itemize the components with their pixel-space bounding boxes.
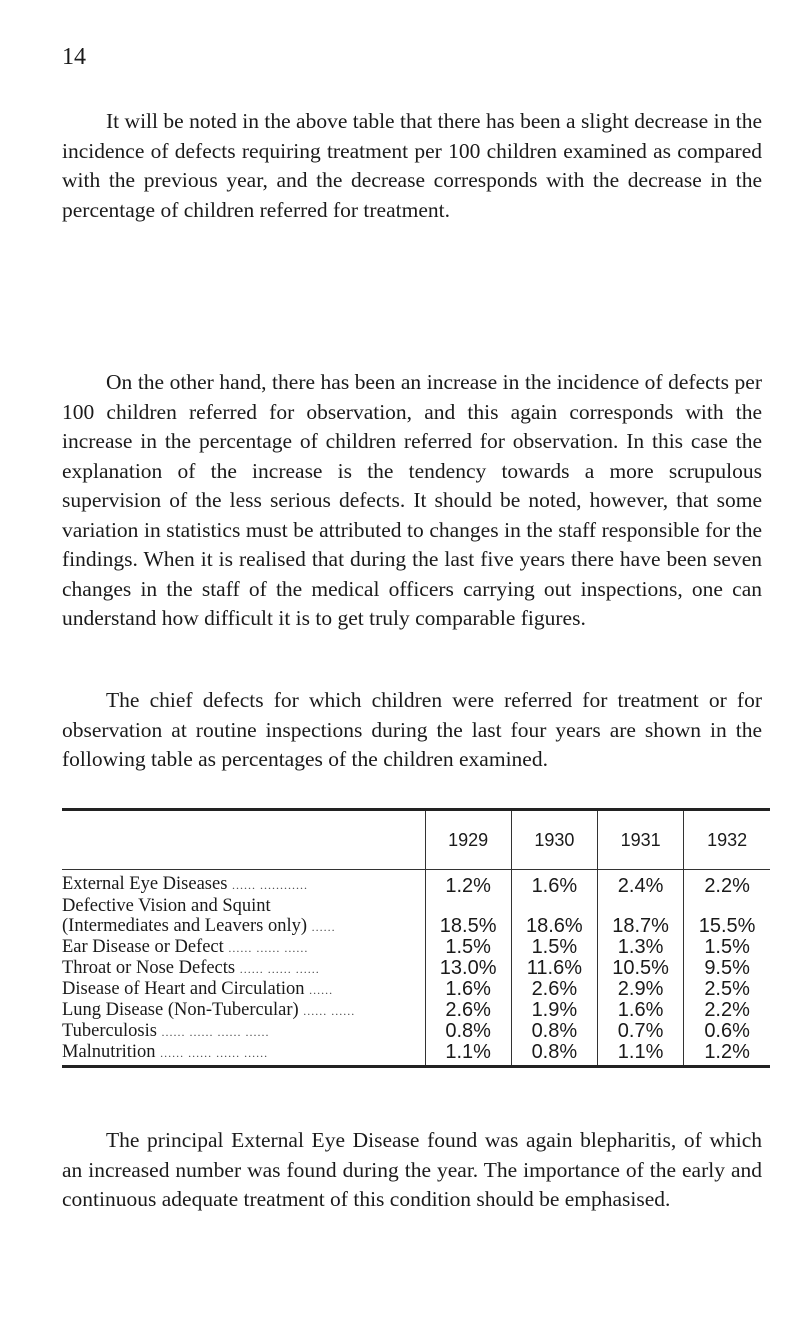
row-label-text: Disease of Heart and Circulation [62, 979, 305, 999]
cell-percentage: 0.6% [684, 1021, 770, 1042]
cell-percentage: 2.6% [511, 979, 597, 1000]
cell-percentage: 2.6% [425, 1000, 511, 1021]
defects-table-container [62, 808, 770, 1068]
row-label [62, 1042, 425, 1067]
paragraph-table-intro: The chief defects for which children were referred for treatment or for observation at routine inspections during the last four years are shown in the following table as percentages of the children examined. [62, 688, 762, 771]
cell-percentage: 2.5% [684, 979, 770, 1000]
header-year: 1932 [684, 810, 770, 870]
cell-percentage: 1.9% [511, 1000, 597, 1021]
table-row [62, 870, 770, 897]
cell-percentage: 1.6% [425, 979, 511, 1000]
page-number: 14 [62, 44, 86, 70]
row-label [62, 979, 425, 1000]
row-label [62, 1000, 425, 1021]
row-label [62, 870, 425, 897]
cell-percentage: 13.0% [425, 958, 511, 979]
paragraph-defects-treatment: It will be noted in the above table that there has been a slight decrease in the incidence of defects requiring treatment per 100 children examined as compared with the previous year, and the decrease corresponds with the decrease in the percentage of children referred for treatment. [62, 109, 762, 222]
leader-dots: ...... [309, 983, 334, 997]
table-row [62, 937, 770, 958]
row-label [62, 958, 425, 979]
cell-percentage [511, 896, 597, 916]
cell-percentage: 18.7% [597, 916, 683, 937]
cell-percentage: 2.4% [597, 870, 683, 897]
cell-percentage [597, 896, 683, 916]
leader-dots: ...... [311, 920, 336, 934]
cell-percentage: 2.2% [684, 870, 770, 897]
cell-percentage: 1.2% [425, 870, 511, 897]
leader-dots: ...... ...... [303, 1004, 356, 1018]
leader-dots: ...... ...... ...... ...... [161, 1025, 270, 1039]
leader-dots: ...... ............ [232, 878, 309, 892]
cell-percentage: 0.7% [597, 1021, 683, 1042]
header-blank [62, 810, 425, 870]
cell-percentage: 18.5% [425, 916, 511, 937]
cell-percentage: 1.5% [511, 937, 597, 958]
table-row [62, 1000, 770, 1021]
row-label-text: Ear Disease or Defect [62, 937, 224, 957]
row-label [62, 1021, 425, 1042]
leader-dots: ...... ...... ...... ...... [160, 1046, 269, 1060]
row-label-text: Throat or Nose Defects [62, 958, 236, 978]
leader-dots: ...... ...... ...... [228, 941, 309, 955]
table-header-row [62, 810, 770, 870]
cell-percentage: 18.6% [511, 916, 597, 937]
cell-percentage [684, 896, 770, 916]
header-year: 1929 [425, 810, 511, 870]
cell-percentage: 1.1% [597, 1042, 683, 1067]
table-row [62, 979, 770, 1000]
table-body [62, 870, 770, 1067]
cell-percentage: 1.6% [511, 870, 597, 897]
cell-percentage: 15.5% [684, 916, 770, 937]
cell-percentage [425, 896, 511, 916]
cell-percentage: 0.8% [425, 1021, 511, 1042]
row-label-text: Tuberculosis [62, 1021, 157, 1041]
cell-percentage: 10.5% [597, 958, 683, 979]
row-label [62, 916, 425, 937]
cell-percentage: 1.3% [597, 937, 683, 958]
row-label-text: Lung Disease (Non-Tubercular) [62, 1000, 299, 1020]
row-label-text: Malnutrition [62, 1042, 156, 1062]
paragraph-defects-observation: On the other hand, there has been an increase in the incidence of defects per 100 children referred for observation, and this again corresponds with the increase in the percentage of children referred for observation. In this case the explanation of the increase is the tendency towards a more scrupulous supervision of the less serious defects. It should be noted, however, that some variation in statistics must be attributed to changes in the staff responsible for the findings. When it is realised that during the last five years there have been seven changes in the staff of the medical officers carrying out inspections, one can understand how difficult it is to get truly comparable figures. [62, 370, 762, 630]
header-year: 1930 [511, 810, 597, 870]
cell-percentage: 1.5% [684, 937, 770, 958]
table-row [62, 916, 770, 937]
leader-dots: ...... ...... ...... [239, 962, 320, 976]
cell-percentage: 2.9% [597, 979, 683, 1000]
cell-percentage: 11.6% [511, 958, 597, 979]
cell-percentage: 1.1% [425, 1042, 511, 1067]
cell-percentage: 0.8% [511, 1042, 597, 1067]
table-row [62, 896, 770, 916]
row-label [62, 937, 425, 958]
row-label [62, 896, 425, 916]
row-label-text: Defective Vision and Squint [62, 896, 271, 916]
row-label-text: External Eye Diseases [62, 874, 228, 894]
paragraph-blepharitis: The principal External Eye Disease found was again blepharitis, of which an increased number was found during the year. The importance of the early and continuous adequate treatment of this condition should be emphasised. [62, 1128, 762, 1211]
table-row [62, 1042, 770, 1067]
cell-percentage: 1.2% [684, 1042, 770, 1067]
cell-percentage: 2.2% [684, 1000, 770, 1021]
cell-percentage: 1.6% [597, 1000, 683, 1021]
row-label-text: (Intermediates and Leavers only) [62, 916, 308, 936]
table-row [62, 958, 770, 979]
defects-percentage-table [62, 808, 770, 1068]
cell-percentage: 1.5% [425, 937, 511, 958]
header-year: 1931 [597, 810, 683, 870]
table-row [62, 1021, 770, 1042]
cell-percentage: 9.5% [684, 958, 770, 979]
cell-percentage: 0.8% [511, 1021, 597, 1042]
